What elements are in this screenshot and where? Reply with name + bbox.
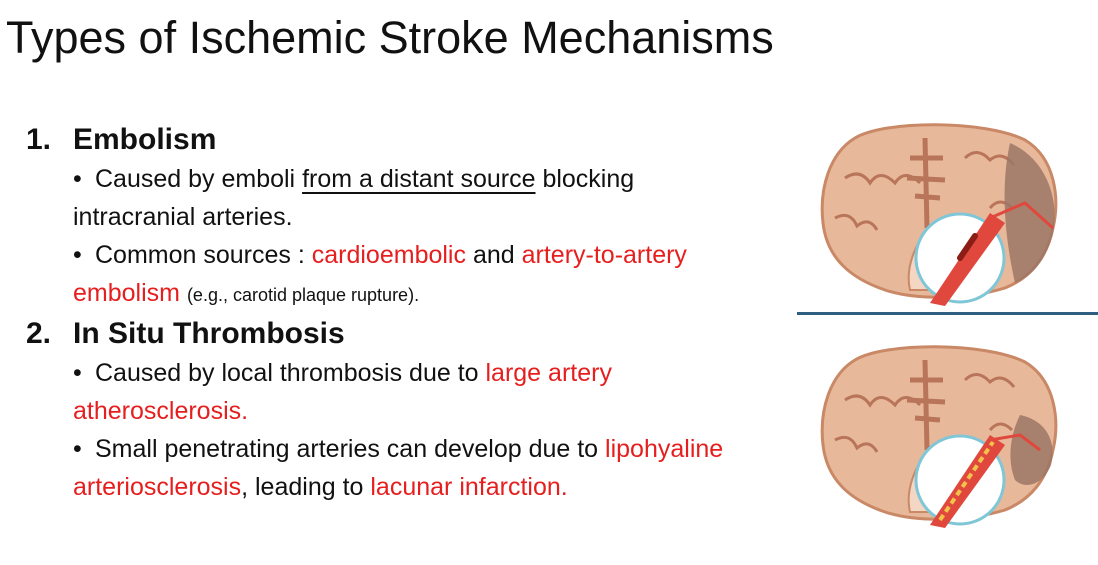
bullet-item (73, 236, 763, 314)
bullet-text: Caused by local thrombosis due to (95, 359, 486, 387)
underlined-text: from a distant source (302, 165, 536, 193)
divider (797, 312, 1098, 315)
bullet-icon: • (73, 359, 82, 387)
highlight-text: cardioembolic (311, 241, 466, 269)
bullet-text: , leading to (241, 473, 371, 501)
bullet-icon: • (73, 165, 82, 193)
bullet-text (180, 279, 187, 307)
bullet-text: and (466, 241, 522, 269)
bullet-text: Caused by emboli (95, 165, 303, 193)
highlight-text: lipohyaline arteriosclerosis (73, 435, 724, 501)
section-embolism (26, 120, 786, 314)
bullet-text: Small penetrating arteries can develop due to (95, 435, 606, 463)
section-number: 1. (26, 123, 52, 156)
bullet-icon: • (73, 241, 82, 269)
section-title: In Situ Thrombosis (73, 317, 345, 350)
brain-thrombosis-illustration-icon (815, 340, 1065, 528)
highlight-text: large artery atherosclerosis. (73, 359, 612, 425)
page-title: Types of Ischemic Stroke Mechanisms (6, 12, 774, 63)
example-note: (e.g., carotid plaque rupture). (186, 285, 420, 305)
bullet-text: Common sources : (95, 241, 312, 269)
bullet-text: blocking intracranial arteries. (73, 165, 635, 231)
bullet-item (73, 354, 763, 430)
content (26, 120, 786, 506)
highlight-text: lacunar infarction. (370, 473, 568, 501)
highlight-text: artery-to-artery embolism (73, 241, 687, 307)
bullet-icon: • (73, 435, 82, 463)
section-title: Embolism (73, 123, 217, 156)
section-in-situ-thrombosis (26, 314, 786, 506)
bullet-item (73, 160, 763, 236)
brain-embolism-illustration-icon (815, 118, 1065, 306)
section-heading (26, 120, 786, 160)
section-heading (26, 314, 786, 354)
bullet-item (73, 430, 763, 506)
section-number: 2. (26, 317, 52, 350)
